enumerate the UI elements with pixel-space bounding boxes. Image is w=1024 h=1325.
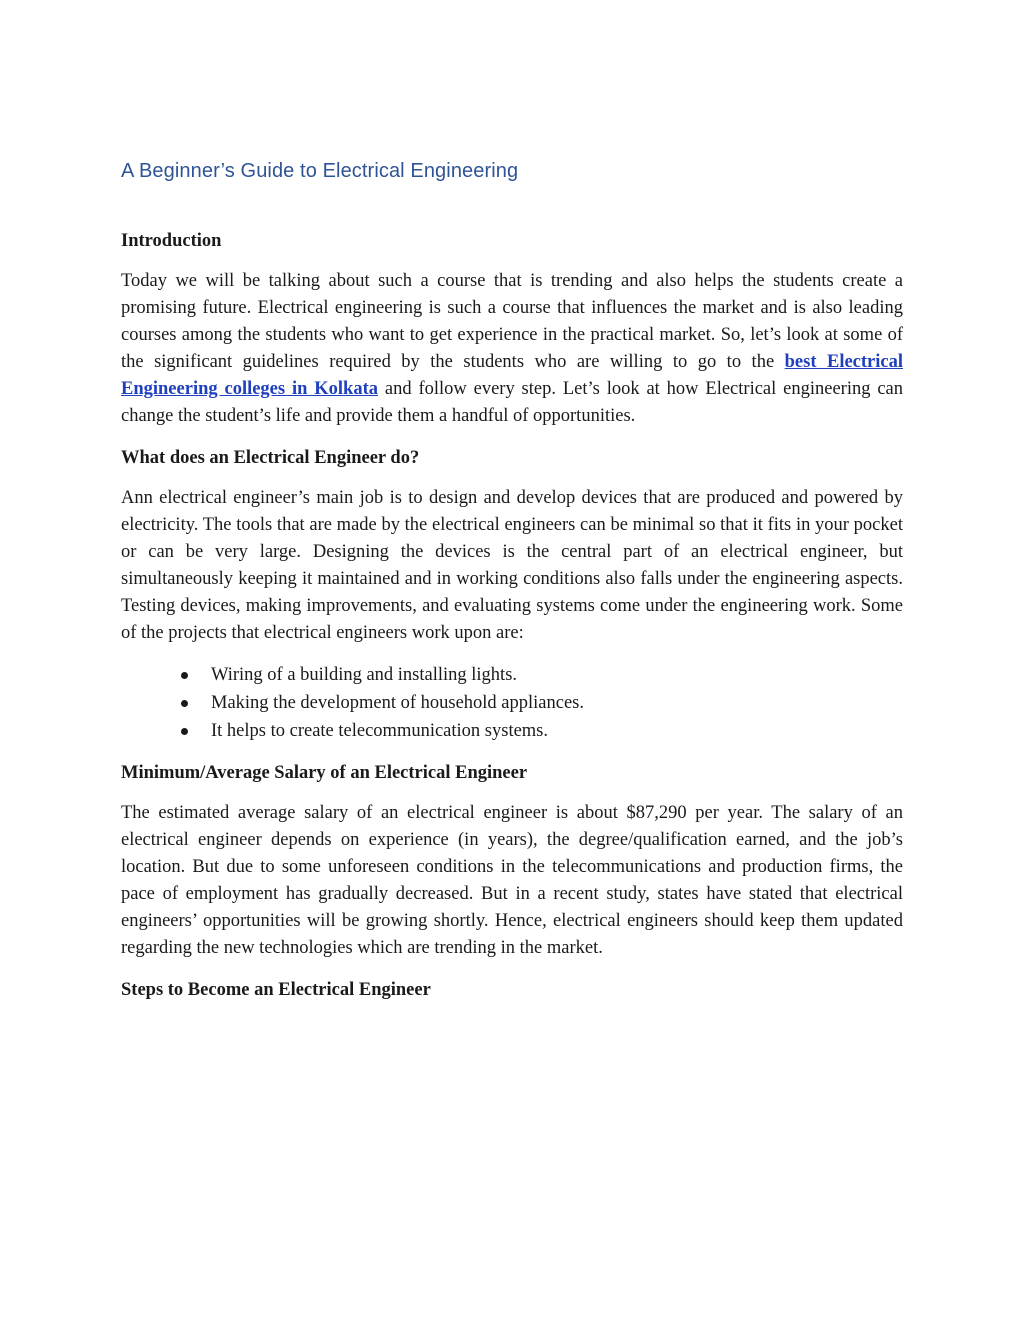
- bullet-icon: [181, 700, 188, 707]
- list-item: [181, 717, 903, 745]
- list-item-text: Making the development of household appliances.: [211, 693, 584, 713]
- bullet-icon: [181, 672, 188, 679]
- intro-text-before-link: Today we will be talking about such a course that is trending and also helps the students create a promising future. Electrical engineering is such a course that influences the market and is also leading courses among the students who want to get experience in the practical market. So, let’s look at some of the significant guidelines required by the students who are willing to go to the: [121, 271, 903, 372]
- paragraph-what-does: Ann electrical engineer’s main job is to design and develop devices that are produced and powered by electricity. The tools that are made by the electrical engineers can be minimal so that it fits in your pocket or can be very large. Designing the devices is the central part of an electrical engineer, but simultaneously keeping it maintained and in working conditions also falls under the engineering aspects. Testing devices, making improvements, and evaluating systems come under the engineering work. Some of the projects that electrical engineers work upon are:: [121, 488, 903, 643]
- intro-text-after-link: and follow every step. Let’s look at how Electrical engineering can change the student’s life and provide them a handful of opportunities.: [121, 379, 904, 426]
- paragraph-introduction: [121, 268, 903, 430]
- projects-list: [181, 661, 903, 745]
- heading-introduction: Introduction: [121, 231, 222, 251]
- list-item: [181, 689, 903, 717]
- list-item-text: It helps to create telecommunication systems.: [211, 721, 549, 741]
- heading-what-does: What does an Electrical Engineer do?: [121, 448, 420, 468]
- list-item-text: Wiring of a building and installing lights.: [211, 665, 518, 685]
- list-item: [181, 661, 903, 689]
- heading-salary: Minimum/Average Salary of an Electrical Engineer: [121, 763, 528, 783]
- document-page: [121, 160, 903, 1017]
- bullet-icon: [181, 728, 188, 735]
- colleges-link[interactable]: best Electrical Engineering colleges in Kolkata: [121, 352, 903, 399]
- heading-steps: Steps to Become an Electrical Engineer: [121, 980, 431, 1000]
- document-title: A Beginner’s Guide to Electrical Engineering: [121, 160, 519, 182]
- paragraph-salary: The estimated average salary of an electrical engineer is about $87,290 per year. The salary of an electrical engineer depends on experience (in years), the degree/qualification earned, and the job’s location. But due to some unforeseen conditions in the telecommunications and production firms, the pace of employment has gradually decreased. But in a recent study, states have stated that electrical engineers’ opportunities will be growing shortly. Hence, electrical engineers should keep them updated regarding the new technologies which are trending in the market.: [121, 803, 903, 958]
